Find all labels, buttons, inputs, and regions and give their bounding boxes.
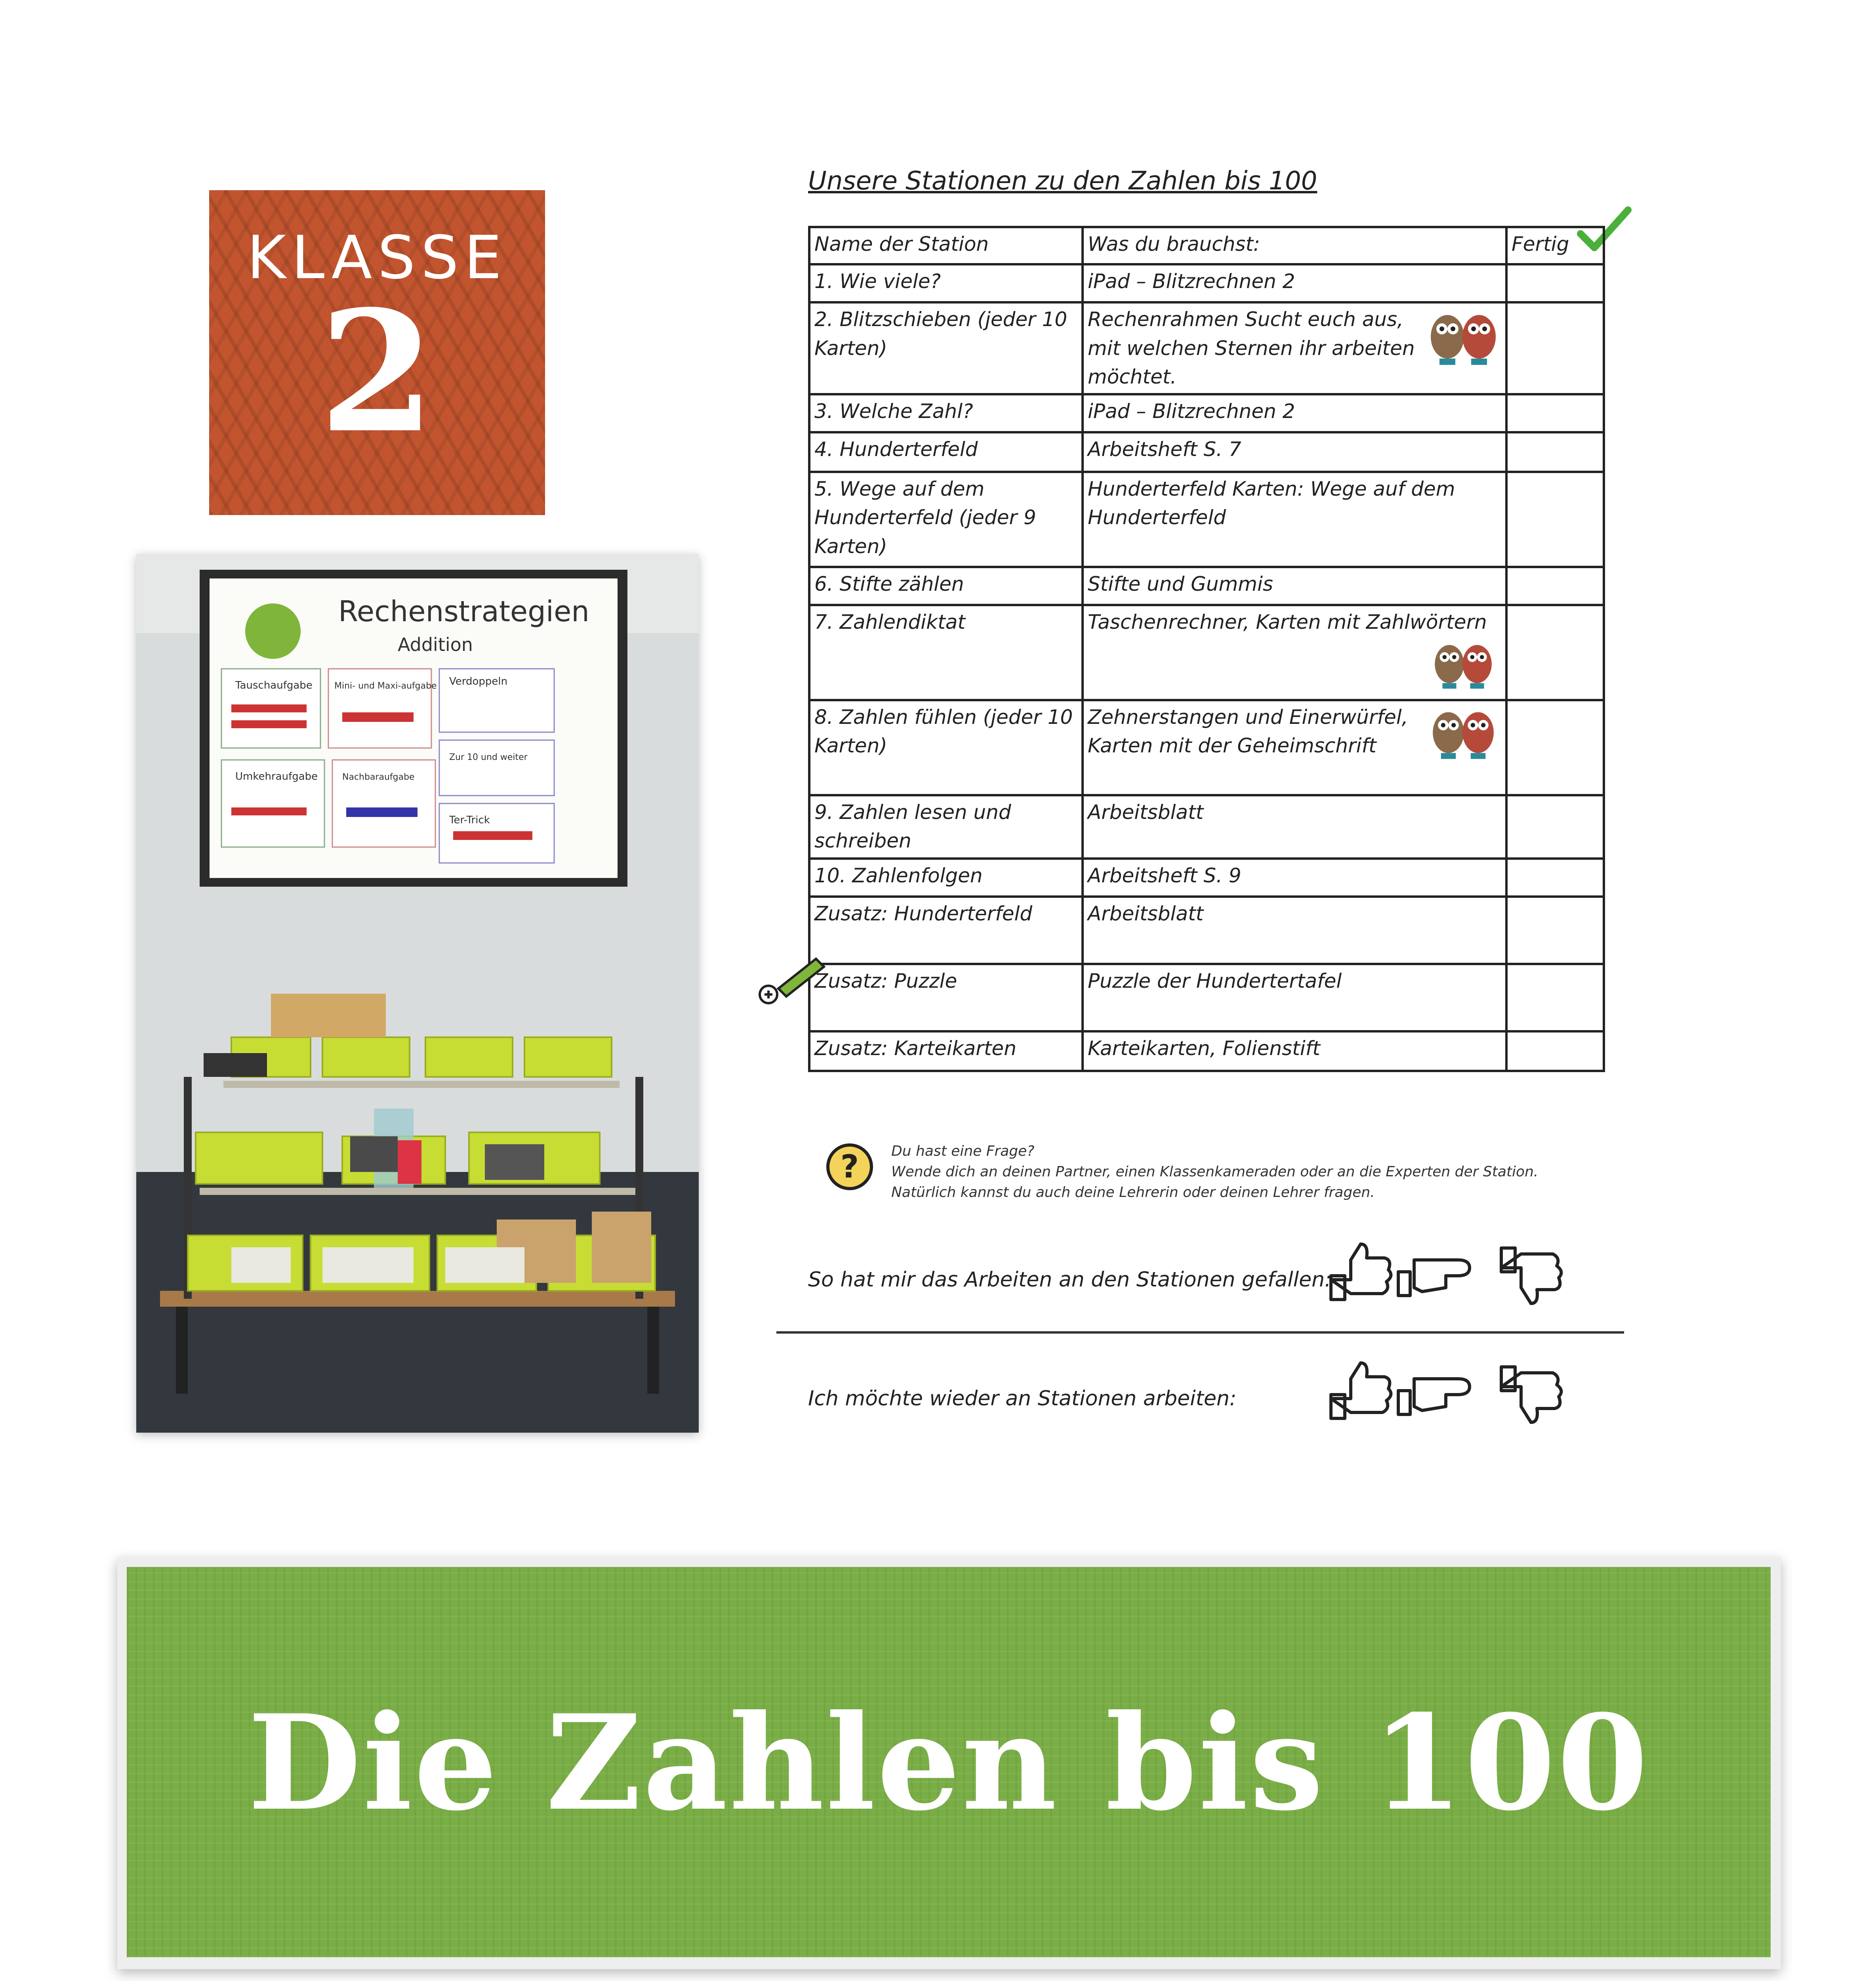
station-name: 6. Stifte zählen: [809, 567, 1083, 605]
grade-number: 2: [319, 275, 435, 470]
station-name: Zusatz: Hunderterfeld: [809, 897, 1083, 964]
table-row: [809, 795, 1604, 859]
question-text: [891, 1141, 1538, 1203]
poster-card-4: Umkehraufgabe: [235, 771, 318, 782]
table-row: [809, 472, 1604, 567]
grade-label: KLASSE: [247, 223, 507, 292]
station-materials: Puzzle der Hundertertafel: [1083, 964, 1506, 1031]
poster-card-6: Zur 10 und weiter: [449, 752, 528, 762]
station-name: 5. Wege auf dem Hunderterfeld (jeder 9 Karten): [809, 472, 1083, 567]
station-materials: Zehnerstangen und Einerwürfel, Karten mit der Geheimschrift: [1088, 705, 1408, 757]
owls-icon: [1428, 636, 1499, 692]
station-name: 3. Welche Zahl?: [809, 394, 1083, 432]
station-materials: Arbeitsheft S. 9: [1083, 859, 1506, 897]
thumbs-rating-2[interactable]: [1315, 1355, 1592, 1434]
station-materials: Arbeitsblatt: [1083, 897, 1506, 964]
table-header-row: [809, 227, 1604, 264]
thumbs-up-icon: [1331, 1363, 1391, 1418]
done-checkbox[interactable]: [1506, 472, 1604, 567]
table-row: [809, 394, 1604, 432]
page-title: Die Zahlen bis 100: [248, 1686, 1650, 1840]
feedback-again: Ich möchte wieder an Stationen arbeiten:: [808, 1387, 1237, 1410]
table-row: [809, 432, 1604, 472]
poster-card-1: Tauschaufgabe: [235, 679, 313, 691]
thumbs-rating-1[interactable]: [1315, 1236, 1592, 1315]
header-done: Fertig: [1506, 227, 1604, 264]
table-row: [809, 605, 1604, 700]
table-row: [809, 964, 1604, 1031]
done-checkbox[interactable]: [1506, 264, 1604, 302]
poster-cards: [221, 669, 554, 863]
poster-card-7: Ter-Trick: [449, 814, 490, 826]
thumbs-side-icon: [1398, 1379, 1470, 1414]
question-title: Du hast eine Frage?: [891, 1143, 1035, 1159]
station-materials: Hunderterfeld Karten: Wege auf dem Hunderterfeld: [1083, 472, 1506, 567]
station-materials: Stifte und Gummis: [1083, 567, 1506, 605]
station-name: 9. Zahlen lesen und schreiben: [809, 795, 1083, 859]
station-name: 4. Hunderterfeld: [809, 432, 1083, 472]
table-row: [809, 700, 1604, 795]
feedback-enjoyed: So hat mir das Arbeiten an den Stationen gefallen:: [808, 1268, 1332, 1292]
station-materials-cell: [1083, 605, 1506, 700]
classroom-photo-image: [136, 554, 699, 1433]
poster-card-3: Verdoppeln: [449, 676, 508, 687]
table-row: [809, 567, 1604, 605]
done-checkbox[interactable]: [1506, 964, 1604, 1031]
done-checkbox[interactable]: [1506, 567, 1604, 605]
table-row: [809, 302, 1604, 394]
poster-subtitle: Addition: [398, 634, 473, 655]
question-line-1: Wende dich an deinen Partner, einen Klassenkameraden oder an die Experten der Station.: [891, 1164, 1539, 1180]
poster-card-5: Nachbaraufgabe: [342, 772, 415, 782]
table-row: [809, 1031, 1604, 1071]
pencil-plus-icon: [757, 951, 828, 1006]
thumbs-down-icon: [1501, 1248, 1561, 1303]
owls-icon: [1428, 703, 1499, 762]
question-line-2: Natürlich kannst du auch deine Lehrerin oder deinen Lehrer fragen.: [891, 1184, 1375, 1201]
station-materials-cell: [1083, 700, 1506, 795]
done-checkbox[interactable]: [1506, 1031, 1604, 1071]
table-row: [809, 859, 1604, 897]
station-materials: iPad – Blitzrechnen 2: [1083, 394, 1506, 432]
owls-icon: [1428, 305, 1499, 368]
done-checkbox[interactable]: [1506, 432, 1604, 472]
done-checkbox[interactable]: [1506, 897, 1604, 964]
classroom-photo: [136, 554, 699, 1433]
feedback-divider: [776, 1331, 1624, 1334]
grade-badge: [209, 190, 545, 515]
table-row: [809, 264, 1604, 302]
station-worksheet: [713, 143, 1687, 1482]
station-name: 1. Wie viele?: [809, 264, 1083, 302]
header-station-name: Name der Station: [809, 227, 1083, 264]
svg-text:?: ?: [840, 1148, 859, 1185]
station-materials: Taschenrechner, Karten mit Zahlwörtern: [1088, 610, 1487, 634]
poster-title: Rechenstrategien: [338, 595, 589, 628]
station-materials: Arbeitsheft S. 7: [1083, 432, 1506, 472]
done-checkbox[interactable]: [1506, 394, 1604, 432]
title-banner: [127, 1567, 1771, 1957]
question-icon: [824, 1141, 875, 1193]
thumbs-up-icon: [1331, 1244, 1391, 1300]
station-materials: Arbeitsblatt: [1083, 795, 1506, 859]
station-name: 10. Zahlenfolgen: [809, 859, 1083, 897]
station-name: 2. Blitzschieben (jeder 10 Karten): [809, 302, 1083, 394]
thumbs-side-icon: [1398, 1260, 1470, 1296]
station-materials: iPad – Blitzrechnen 2: [1083, 264, 1506, 302]
station-materials: Karteikarten, Folienstift: [1083, 1031, 1506, 1071]
question-hint: [824, 1141, 1616, 1201]
thumbs-down-icon: [1501, 1367, 1561, 1422]
station-materials: Rechenrahmen Sucht euch aus, mit welchen Sternen ihr arbeiten möchtet.: [1088, 308, 1415, 388]
station-name: 8. Zahlen fühlen (jeder 10 Karten): [809, 700, 1083, 795]
done-checkbox[interactable]: [1506, 302, 1604, 394]
station-name: Zusatz: Karteikarten: [809, 1031, 1083, 1071]
worksheet-title: Unsere Stationen zu den Zahlen bis 100: [808, 166, 1317, 196]
station-name: 7. Zahlendiktat: [809, 605, 1083, 700]
done-checkbox[interactable]: [1506, 605, 1604, 700]
stations-table: [808, 226, 1605, 1072]
done-checkbox[interactable]: [1506, 859, 1604, 897]
station-name: Zusatz: Puzzle: [809, 964, 1083, 1031]
poster-card-2: Mini- und Maxi-aufgabe: [334, 681, 437, 691]
station-materials-cell: [1083, 302, 1506, 394]
header-materials: Was du brauchst:: [1083, 227, 1506, 264]
table-row: [809, 897, 1604, 964]
done-checkbox[interactable]: [1506, 700, 1604, 795]
done-checkbox[interactable]: [1506, 795, 1604, 859]
